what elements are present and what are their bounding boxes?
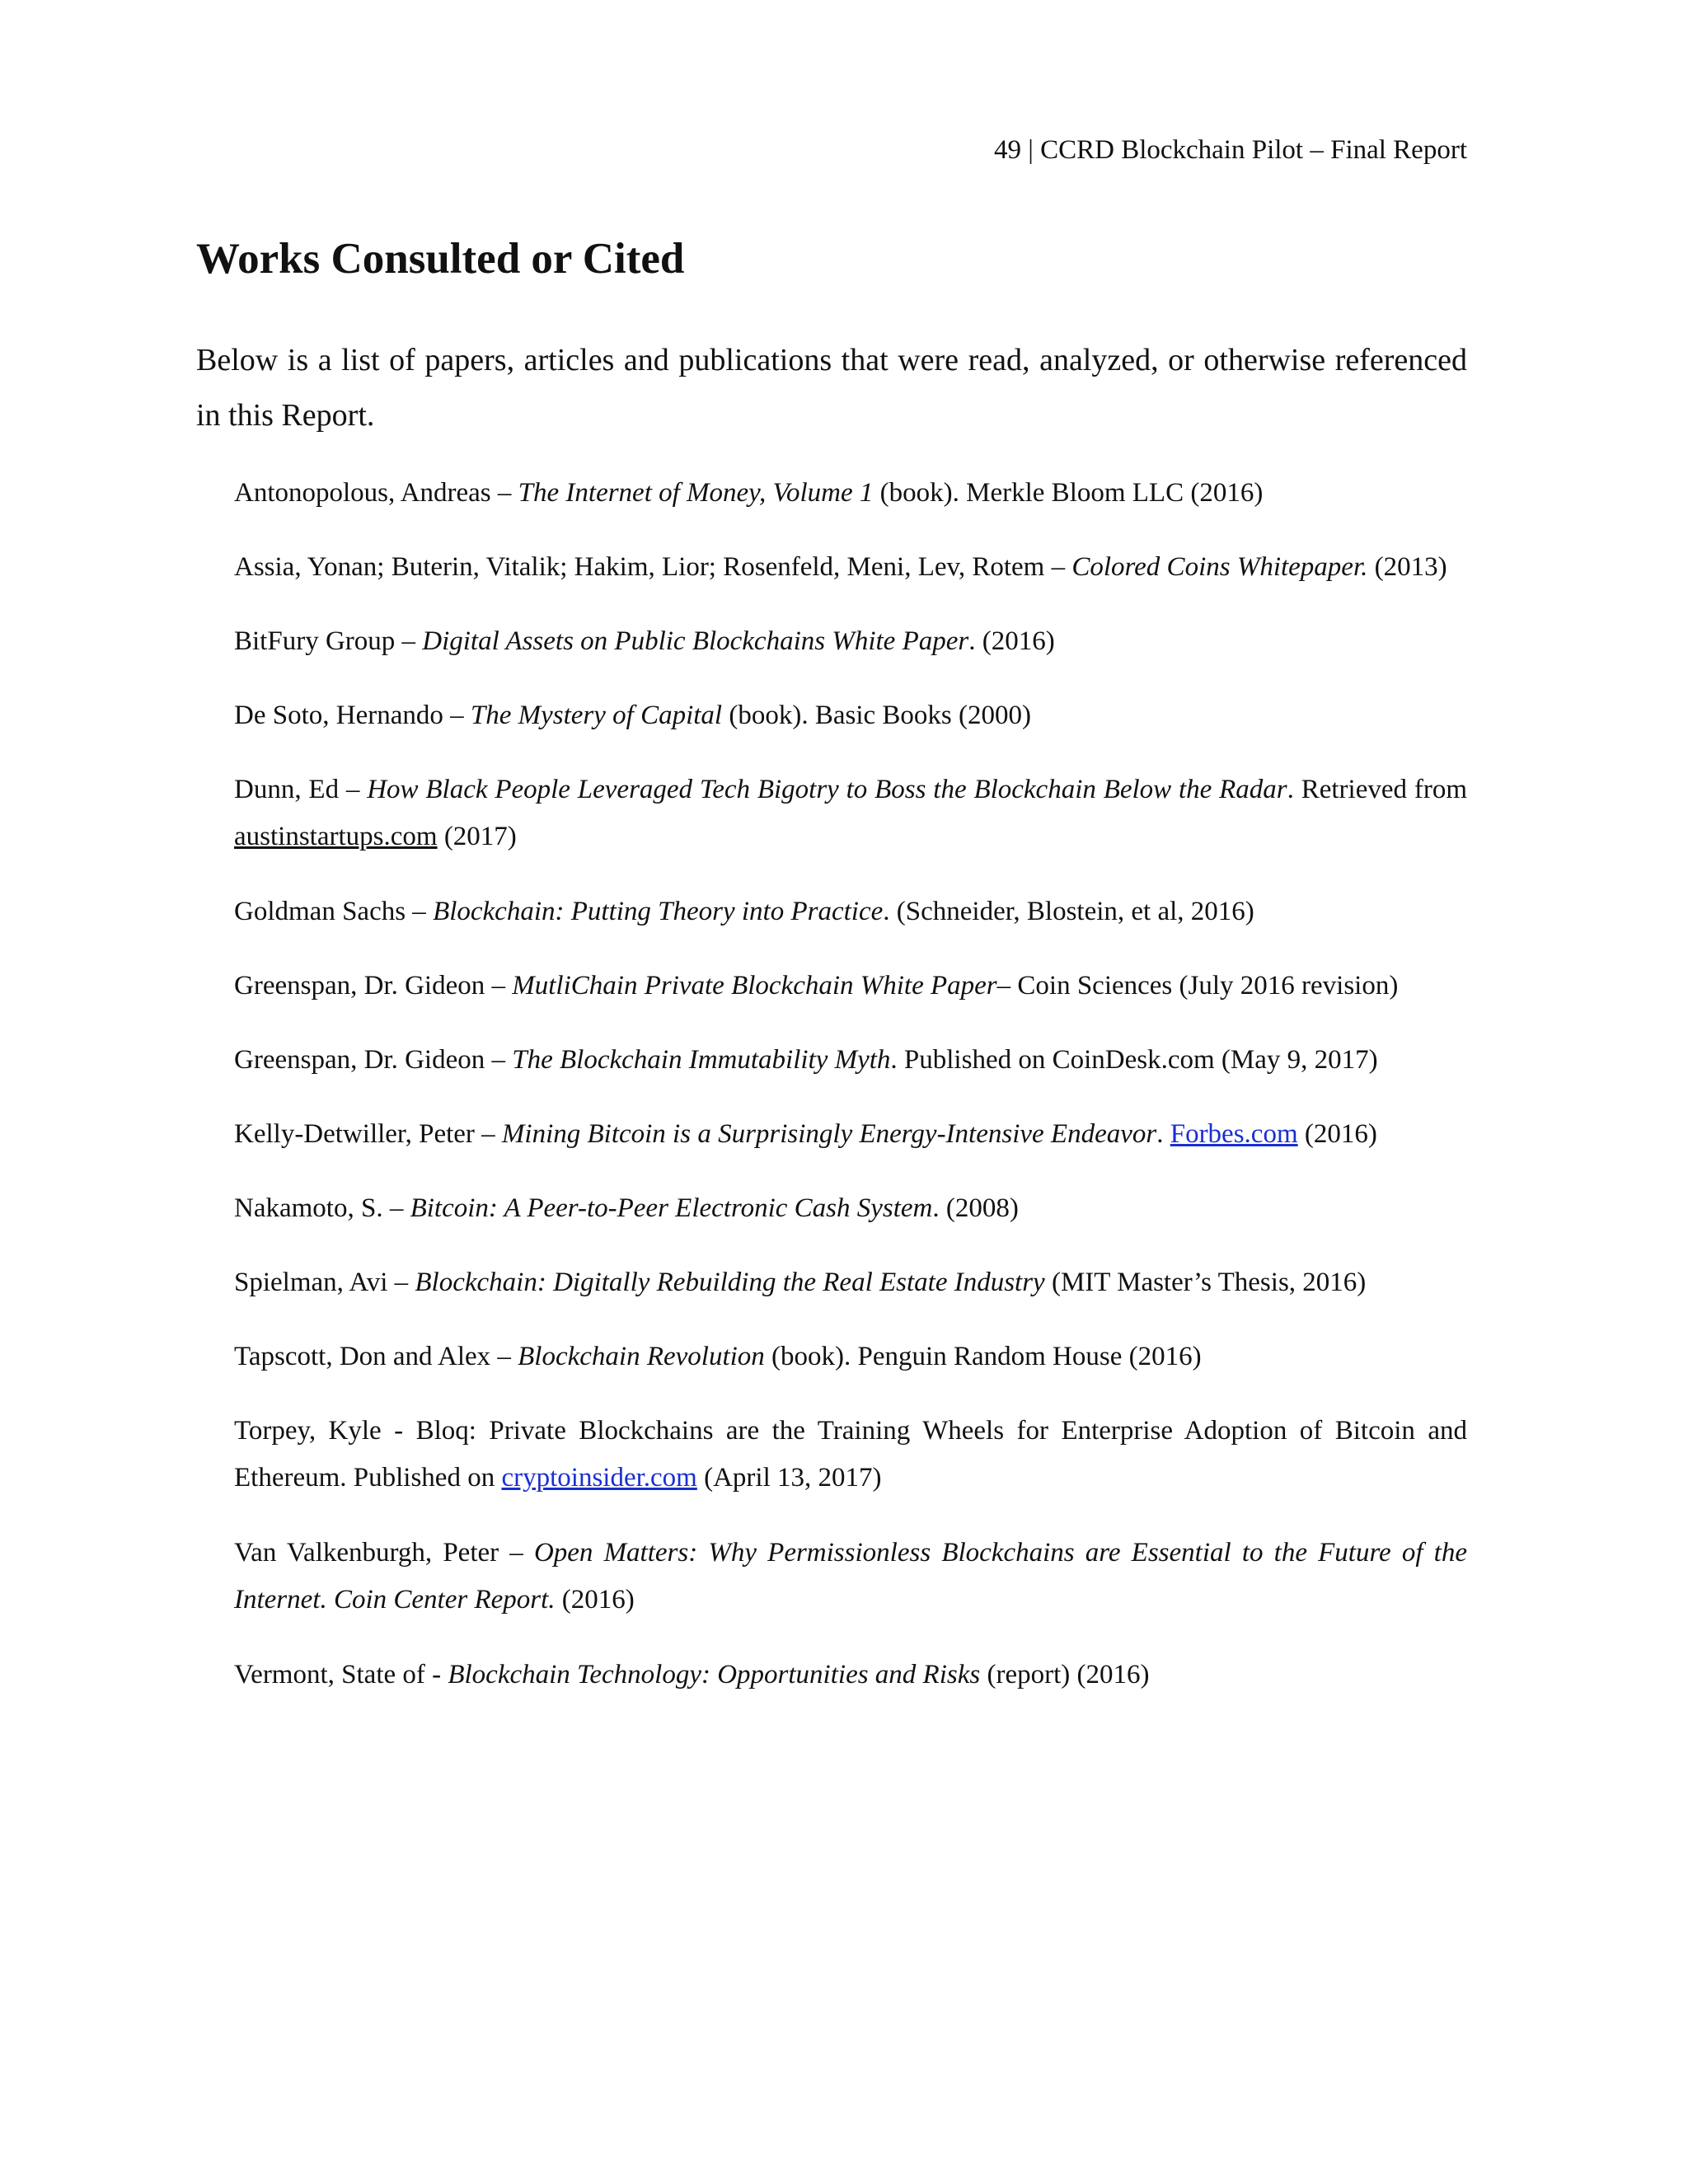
reference-item	[234, 1652, 1467, 1699]
reference-author: Van Valkenburgh, Peter –	[234, 1538, 534, 1568]
reference-title: The Internet of Money, Volume 1	[518, 478, 874, 508]
intro-paragraph: Below is a list of papers, articles and publications that were read, analyzed, or otherwise referenced in this Report.	[196, 343, 1467, 433]
reference-details: . Retrieved from	[1287, 775, 1467, 804]
reference-title: Blockchain Revolution	[518, 1342, 765, 1371]
reference-author: Greenspan, Dr. Gideon –	[234, 971, 513, 1001]
reference-details: (2016)	[555, 1585, 635, 1615]
reference-title: MutliChain Private Blockchain White Paper	[512, 971, 997, 1001]
reference-author: BitFury Group –	[234, 626, 423, 656]
reference-title: Blockchain Technology: Opportunities and Risks	[448, 1660, 981, 1690]
reference-title: The Blockchain Immutability Myth	[512, 1045, 891, 1075]
reference-details: . Published on CoinDesk.com (May 9, 2017)	[890, 1045, 1378, 1075]
reference-details: (book). Penguin Random House (2016)	[764, 1342, 1202, 1371]
reference-author: Assia, Yonan; Buterin, Vitalik; Hakim, Lior; Rosenfeld, Meni, Lev, Rotem –	[234, 552, 1072, 582]
reference-details: (report) (2016)	[980, 1660, 1150, 1690]
reference-author: Vermont, State of -	[234, 1660, 448, 1690]
reference-title: The Mystery of Capital	[470, 701, 723, 730]
reference-title: How Black People Leveraged Tech Bigotry to Boss the Blockchain Below the Radar	[367, 775, 1287, 804]
reference-item	[234, 963, 1467, 1010]
reference-author: Nakamoto, S. –	[234, 1193, 410, 1223]
reference-year: (2017)	[437, 822, 517, 851]
reference-title: Colored Coins Whitepaper.	[1071, 552, 1368, 582]
page-title: Works Consulted or Cited	[196, 235, 685, 283]
reference-details: . (2008)	[932, 1193, 1019, 1223]
reference-title: Blockchain: Digitally Rebuilding the Real Estate Industry	[415, 1268, 1045, 1297]
reference-item	[234, 1037, 1467, 1084]
reference-item	[234, 692, 1467, 739]
reference-item	[234, 470, 1467, 517]
reference-author: Dunn, Ed –	[234, 775, 368, 804]
reference-details: .	[1156, 1119, 1170, 1149]
reference-item	[234, 888, 1467, 935]
austinstartups-link[interactable]: austinstartups.com	[234, 822, 438, 851]
reference-author: Antonopolous, Andreas –	[234, 478, 518, 508]
reference-title: Mining Bitcoin is a Surprisingly Energy-Intensive Endeavor	[501, 1119, 1157, 1149]
reference-item	[234, 766, 1467, 860]
reference-item	[234, 618, 1467, 665]
running-header: 49 | CCRD Blockchain Pilot – Final Report	[993, 135, 1467, 165]
reference-author: Tapscott, Don and Alex –	[234, 1342, 518, 1371]
reference-year: (April 13, 2017)	[696, 1463, 882, 1493]
reference-author: De Soto, Hernando –	[234, 701, 471, 730]
reference-title: Blockchain: Putting Theory into Practice	[433, 897, 884, 926]
reference-details: (2013)	[1367, 552, 1447, 582]
reference-details: . (2016)	[968, 626, 1055, 656]
reference-author: Goldman Sachs –	[234, 897, 434, 926]
reference-details: . (Schneider, Blostein, et al, 2016)	[883, 897, 1254, 926]
reference-item	[234, 544, 1467, 591]
reference-title: Bitcoin: A Peer-to-Peer Electronic Cash System	[410, 1193, 933, 1223]
reference-item	[234, 1111, 1467, 1158]
reference-details: – Coin Sciences (July 2016 revision)	[996, 971, 1399, 1001]
reference-item	[234, 1333, 1467, 1380]
reference-item	[234, 1185, 1467, 1232]
reference-author: Spielman, Avi –	[234, 1268, 415, 1297]
reference-item	[234, 1530, 1467, 1624]
reference-item	[234, 1259, 1467, 1306]
reference-text: Torpey, Kyle - Bloq: Private Blockchains are the Training Wheels for Enterprise Adoption of Bitcoin and Ethereum. Published on	[234, 1416, 1467, 1493]
reference-details: (book). Basic Books (2000)	[722, 701, 1031, 730]
reference-author: Kelly-Detwiller, Peter –	[234, 1119, 502, 1149]
reference-author: Greenspan, Dr. Gideon –	[234, 1045, 513, 1075]
reference-title: Digital Assets on Public Blockchains White Paper	[422, 626, 969, 656]
reference-title: Open Matters: Why Permissionless Blockchains are Essential to the Future of the Internet. Coin Center Report.	[234, 1538, 1468, 1615]
reference-item	[234, 1408, 1467, 1502]
forbes-link[interactable]: Forbes.com	[1170, 1119, 1298, 1149]
reference-details: (book). Merkle Bloom LLC (2016)	[873, 478, 1264, 508]
reference-details: (MIT Master’s Thesis, 2016)	[1044, 1268, 1367, 1297]
cryptoinsider-link[interactable]: cryptoinsider.com	[501, 1463, 697, 1493]
reference-year: (2016)	[1297, 1119, 1377, 1149]
